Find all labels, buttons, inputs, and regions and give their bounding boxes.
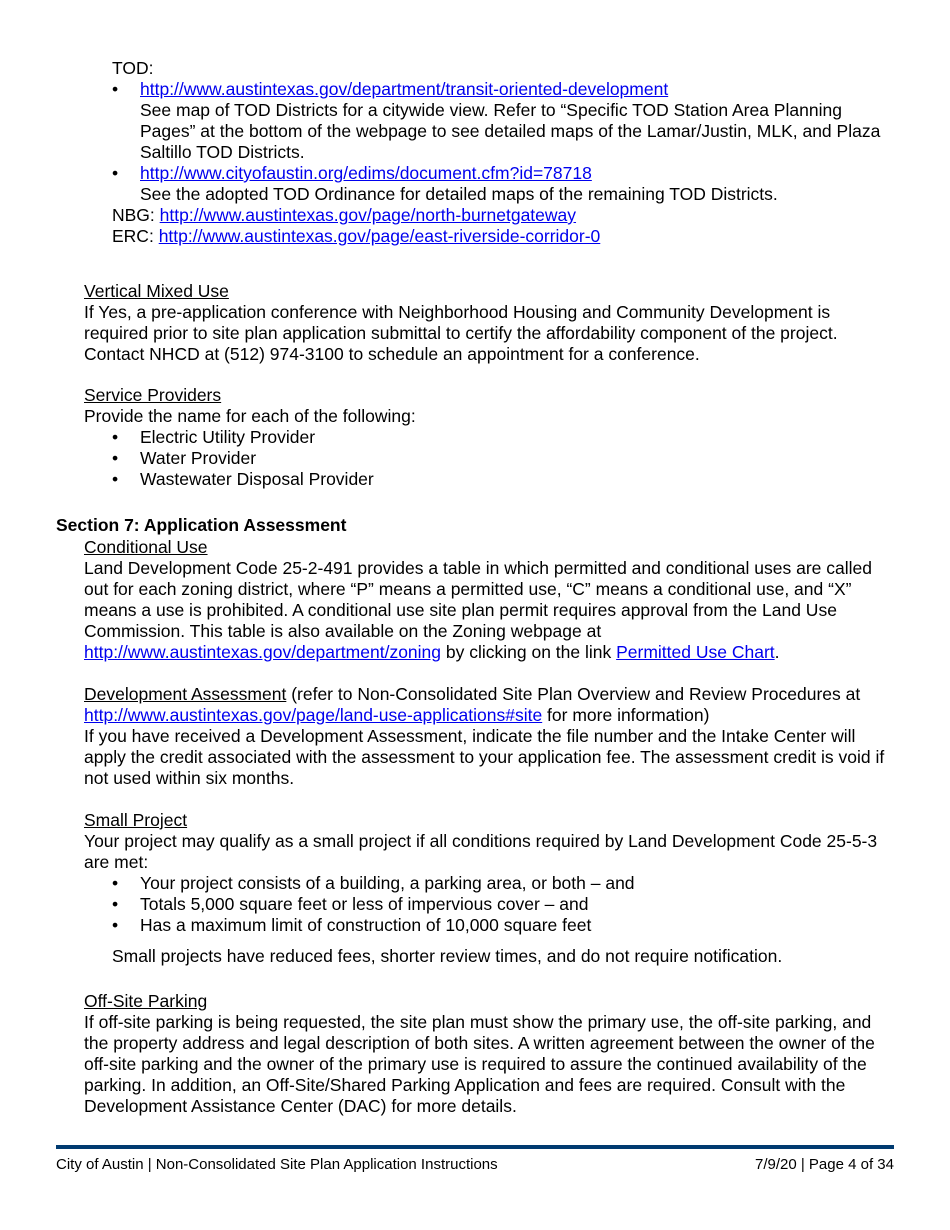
erc-line: ERC: http://www.austintexas.gov/page/east-riverside-corridor-0	[112, 226, 601, 246]
section-7-heading: Section 7: Application Assessment	[56, 515, 347, 535]
footer-divider	[56, 1145, 894, 1149]
vertical-mixed-use-body: If Yes, a pre-application conference with Neighborhood Housing and Community Development is required prior to site plan application submittal to certify the affordability component of the project. Contact NHCD at (512) 974-3100 to schedule an appointment for a conference.	[84, 302, 838, 364]
off-site-parking-section	[84, 991, 896, 1117]
bullet-icon: •	[112, 873, 119, 893]
bullet-icon: •	[112, 915, 119, 935]
small-project-section	[84, 810, 896, 967]
list-item: • Electric Utility Provider	[112, 427, 316, 447]
nbg-link[interactable]: http://www.austintexas.gov/page/north-burnetgateway	[159, 205, 577, 225]
bullet-icon: •	[112, 163, 119, 183]
tod-bullet-1	[112, 79, 902, 163]
bullet-icon: •	[112, 79, 119, 99]
land-use-applications-link[interactable]: http://www.austintexas.gov/page/land-use-applications#site	[84, 705, 543, 725]
tod-link-1[interactable]: http://www.austintexas.gov/department/transit-oriented-development	[140, 79, 669, 99]
conditional-use-title: Conditional Use	[84, 537, 208, 557]
development-assessment-section	[84, 684, 896, 789]
off-site-parking-body: If off-site parking is being requested, the site plan must show the primary use, the off-site parking, and the property address and legal description of both sites. A written agreement between the owner of the off-site parking and the owner of the primary use is required to assure the continued availability of the parking. In addition, an Off-Site/Shared Parking Application and fees are required. Consult with the Development Assistance Center (DAC) for more details.	[84, 1012, 875, 1116]
tod-block	[112, 58, 902, 247]
development-assessment-intro: Development Assessment (refer to Non-Consolidated Site Plan Overview and Review Procedures at http://www.austintexas.gov/page/land-use-applications#site for more information)	[84, 684, 861, 725]
bullet-icon: •	[112, 894, 119, 914]
bullet-icon: •	[112, 469, 119, 489]
vertical-mixed-use-section	[84, 281, 896, 365]
erc-link[interactable]: http://www.austintexas.gov/page/east-riverside-corridor-0	[158, 226, 601, 246]
development-assessment-title: Development Assessment	[84, 684, 287, 704]
footer-left: City of Austin | Non-Consolidated Site Plan Application Instructions	[56, 1156, 498, 1173]
list-item: • Wastewater Disposal Provider	[112, 469, 374, 489]
conditional-use-body: Land Development Code 25-2-491 provides a table in which permitted and conditional uses are called out for each zoning district, where “P” means a permitted use, “C” means a conditional use, and “X” means a use is prohibited. A conditional use site plan permit requires approval from the Land Use Commission. This table is also available on the Zoning webpage at http://www.austintexas.gov/department/zoning by clicking on the link Permitted Use Chart.	[84, 558, 872, 662]
development-assessment-body: If you have received a Development Assessment, indicate the file number and the Intake Center will apply the credit associated with the assessment to your application fee. The assessment credit is void if not used within six months.	[84, 726, 885, 788]
zoning-link[interactable]: http://www.austintexas.gov/department/zoning	[84, 642, 442, 662]
tod-link-2[interactable]: http://www.cityofaustin.org/edims/document.cfm?id=78718	[140, 163, 592, 183]
footer	[56, 1156, 894, 1174]
tod-text-2: See the adopted TOD Ordinance for detailed maps of the remaining TOD Districts.	[140, 184, 778, 204]
list-item: • Water Provider	[112, 448, 257, 468]
bullet-icon: •	[112, 427, 119, 447]
tod-text-1: See map of TOD Districts for a citywide view. Refer to “Specific TOD Station Area Planning Pages” at the bottom of the webpage to see detailed maps of the Lamar/Justin, MLK, and Plaza Saltillo TOD Districts.	[140, 100, 881, 162]
bullet-icon: •	[112, 448, 119, 468]
off-site-parking-title: Off-Site Parking	[84, 991, 208, 1011]
service-providers-title: Service Providers	[84, 385, 222, 405]
service-providers-section	[84, 385, 896, 490]
tod-label: TOD:	[112, 58, 154, 78]
service-providers-intro: Provide the name for each of the following:	[84, 406, 416, 426]
list-item: • Has a maximum limit of construction of 10,000 square feet	[112, 915, 592, 935]
permitted-use-chart-link[interactable]: Permitted Use Chart	[616, 642, 775, 662]
tod-bullet-2	[112, 163, 902, 205]
nbg-line: NBG: http://www.austintexas.gov/page/north-burnetgateway	[112, 205, 577, 225]
footer-right: 7/9/20 | Page 4 of 34	[754, 1156, 894, 1173]
conditional-use-section	[84, 537, 896, 663]
small-project-title: Small Project	[84, 810, 188, 830]
list-item: • Your project consists of a building, a parking area, or both – and	[112, 873, 635, 893]
list-item: • Totals 5,000 square feet or less of impervious cover – and	[112, 894, 589, 914]
vertical-mixed-use-title: Vertical Mixed Use	[84, 281, 229, 301]
small-project-note: Small projects have reduced fees, shorter review times, and do not require notification.	[112, 946, 783, 966]
small-project-intro: Your project may qualify as a small project if all conditions required by Land Development Code 25-5-3 are met:	[84, 831, 878, 872]
